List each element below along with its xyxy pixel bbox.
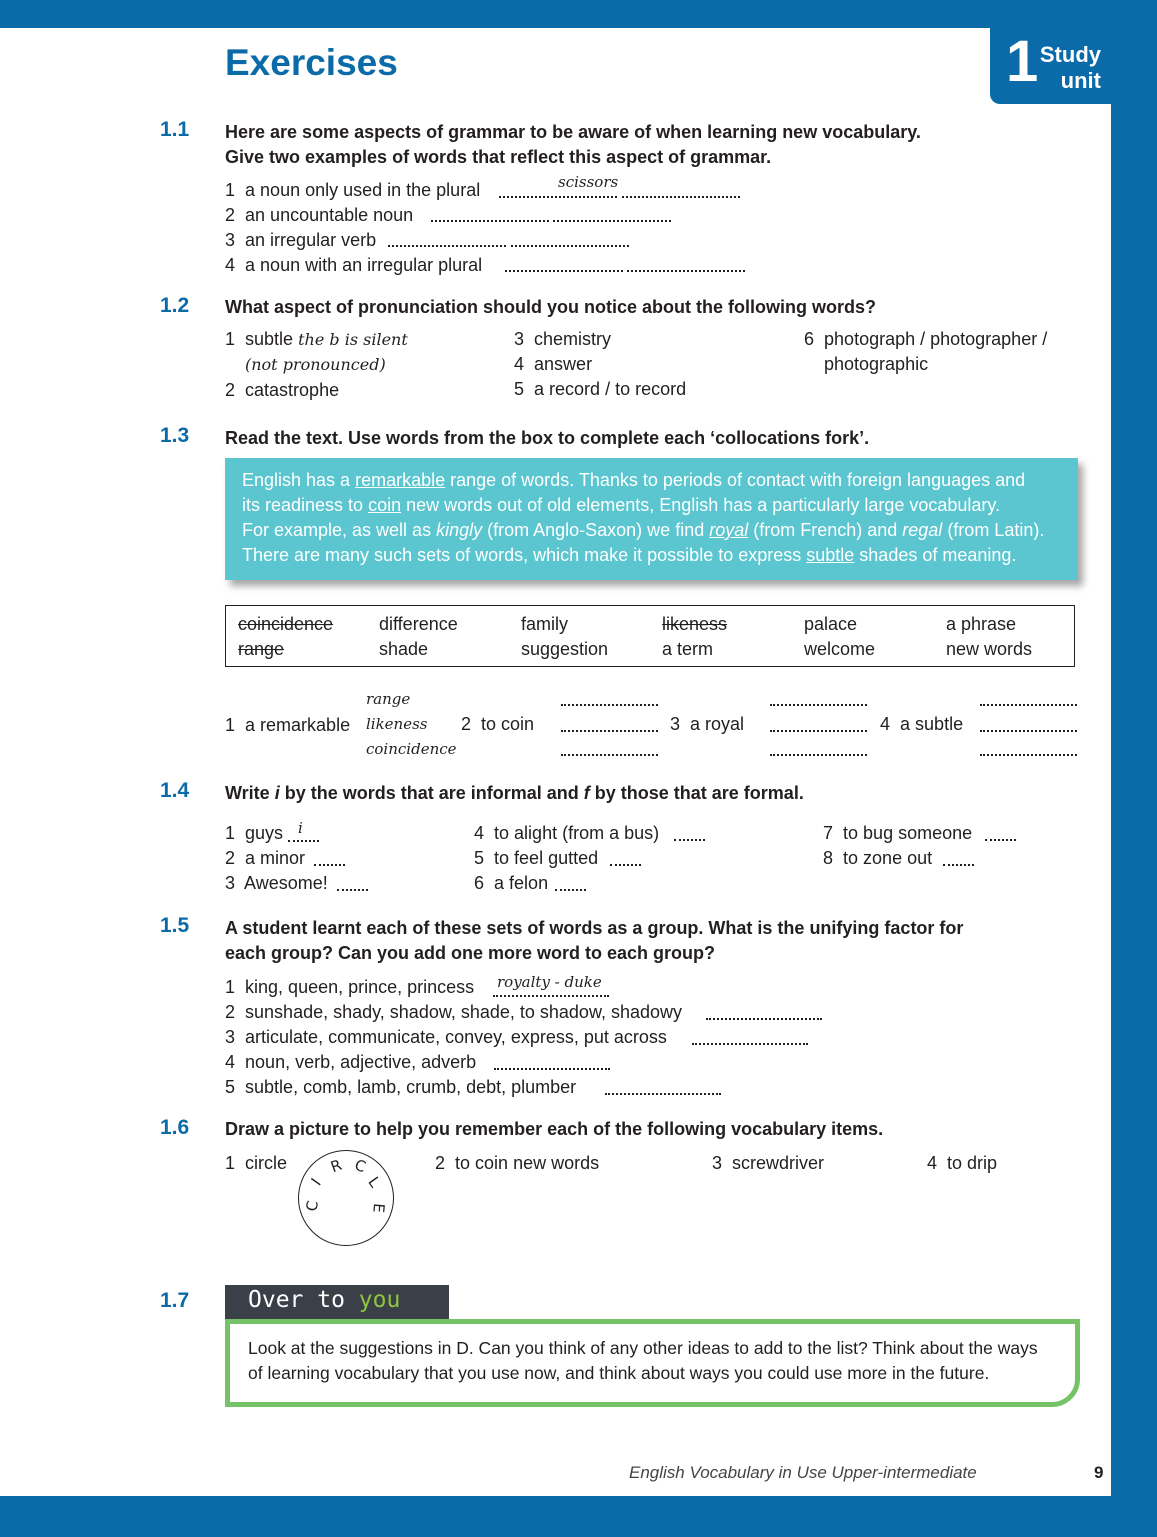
handwritten-answer: range (366, 690, 411, 708)
exercise-item: 3 chemistry (514, 329, 612, 349)
answer-blank[interactable] (555, 889, 586, 891)
answer-blank[interactable] (770, 754, 867, 756)
answer-blank[interactable] (314, 864, 345, 866)
top-frame-bar (0, 0, 1157, 28)
answer-blank[interactable] (980, 704, 1077, 706)
exercise-item: 4 to alight (from a bus) (474, 823, 660, 843)
answer-blank[interactable] (511, 245, 629, 247)
answer-blank[interactable] (943, 864, 974, 866)
answer-blank[interactable] (692, 1043, 808, 1045)
bottom-frame-bar (0, 1496, 1157, 1537)
answer-blank[interactable] (770, 730, 867, 732)
right-frame-bar (1111, 0, 1157, 1537)
exercise-item: 4 to drip (927, 1153, 998, 1173)
handwritten-answer: likeness (366, 715, 428, 733)
exercise-item: 1 subtle the b is silent (225, 329, 408, 349)
exercise-item: 2 a minor (225, 848, 306, 868)
answer-blank[interactable] (605, 1093, 721, 1095)
fork-item: 2 to coin (461, 714, 535, 734)
box-word: welcome (804, 639, 876, 659)
exercise-item: 2 to coin new words (435, 1153, 600, 1173)
exercise-item: 7 to bug someone (823, 823, 973, 843)
question-1-5 (225, 916, 1055, 966)
exercise-item: 8 to zone out (823, 848, 933, 868)
section-number-1-5: 1.5 (160, 914, 190, 937)
exercise-item: 1 a noun only used in the plural (225, 180, 481, 200)
answer-blank[interactable] (388, 245, 506, 247)
book-title-footer: English Vocabulary in Use Upper-intermediate (629, 1463, 977, 1482)
question-1-5-line1: A student learnt each of these sets of words as a group. What is the unifying factor for (225, 918, 964, 938)
answer-blank[interactable] (553, 220, 671, 222)
exercise-item: 5 a record / to record (514, 379, 687, 399)
over-to-you-text: of learning vocabulary that you use now, and think about ways you could use more in the future. (248, 1363, 990, 1383)
over-to-you-text: Look at the suggestions in D. Can you think of any other ideas to add to the list? Think about the ways (248, 1338, 1038, 1358)
section-number-1-1: 1.1 (160, 118, 190, 141)
answer-blank[interactable] (610, 864, 641, 866)
answer-blank[interactable] (561, 730, 658, 732)
fork-item: 3 a royal (670, 714, 745, 734)
question-1-6: Draw a picture to help you remember each of the following vocabulary items. (225, 1119, 884, 1139)
box-word: suggestion (521, 639, 609, 659)
answer-blank[interactable] (288, 840, 319, 842)
answer-blank[interactable] (985, 839, 1016, 841)
page-title: Exercises (225, 42, 398, 83)
box-word: difference (379, 614, 458, 634)
question-1-5-line2: each group? Can you add one more word to each group? (225, 943, 716, 963)
exercise-item: 1 king, queen, prince, princess (225, 977, 475, 997)
handwritten-answer-cont: (not pronounced) (245, 355, 386, 374)
answer-blank[interactable] (499, 196, 617, 198)
fork-item: 4 a subtle (880, 714, 964, 734)
box-word: new words (946, 639, 1033, 659)
exercise-item: 3 Awesome! (225, 873, 328, 893)
answer-blank[interactable] (561, 704, 658, 706)
exercise-item: 5 to feel gutted (474, 848, 599, 868)
answer-blank[interactable] (561, 754, 658, 756)
box-word: a phrase (946, 614, 1017, 634)
unit-label-line2: unit (1060, 68, 1101, 93)
answer-blank[interactable] (493, 995, 609, 997)
exercise-item: 6 photograph / photographer / (804, 329, 1048, 349)
box-word: coincidence (238, 614, 334, 634)
exercise-item: 1 guys (225, 823, 284, 843)
over-to-you-box (225, 1319, 1080, 1407)
box-word: range (238, 639, 285, 659)
exercise-item: 4 noun, verb, adjective, adverb (225, 1052, 477, 1072)
box-word: a term (662, 639, 714, 659)
answer-blank[interactable] (674, 839, 705, 841)
circle-drawing: C I R C L E (298, 1150, 394, 1246)
exercise-item: 3 an irregular verb (225, 230, 377, 250)
answer-blank[interactable] (980, 754, 1077, 756)
exercise-item: 3 articulate, communicate, convey, express, put across (225, 1027, 667, 1047)
exercise-item: 4 a noun with an irregular plural (225, 255, 483, 275)
answer-blank[interactable] (494, 1068, 610, 1070)
answer-blank[interactable] (505, 270, 623, 272)
box-word: likeness (662, 614, 728, 634)
exercise-item: 6 a felon (474, 873, 549, 893)
unit-number: 1 (1006, 29, 1039, 94)
answer-blank[interactable] (431, 220, 549, 222)
exercise-item: 2 catastrophe (225, 380, 340, 400)
section-number-1-3: 1.3 (160, 424, 190, 447)
exercise-item: 5 subtle, comb, lamb, crumb, debt, plumber (225, 1077, 577, 1097)
section-number-1-7: 1.7 (160, 1289, 190, 1312)
unit-label (1040, 42, 1101, 94)
page-number: 9 (1094, 1463, 1104, 1482)
text-line: its readiness to coin new words out of old elements, English has a particularly large vocabulary. (242, 495, 1001, 515)
answer-blank[interactable] (622, 196, 740, 198)
over-to-you-tab (225, 1285, 449, 1319)
text-line: There are many such sets of words, which make it possible to express subtle shades of meaning. (242, 545, 1017, 565)
exercise-item: 1 circle (225, 1153, 288, 1173)
section-number-1-4: 1.4 (160, 779, 190, 802)
question-1-1-line2: Give two examples of words that reflect this aspect of grammar. (225, 147, 772, 167)
exercise-item: 3 screwdriver (712, 1153, 825, 1173)
exercise-item-cont: photographic (824, 354, 929, 374)
handwritten-answer: royalty - duke (497, 973, 602, 991)
unit-label-line1: Study (1039, 42, 1101, 67)
answer-blank[interactable] (706, 1018, 822, 1020)
fork-item: 1 a remarkable (225, 715, 351, 735)
handwritten-answer: coincidence (366, 740, 457, 758)
question-1-2: What aspect of pronunciation should you notice about the following words? (225, 297, 876, 317)
question-1-3: Read the text. Use words from the box to complete each ‘collocations fork’. (225, 428, 870, 448)
section-number-1-2: 1.2 (160, 294, 190, 317)
question-1-1-line1: Here are some aspects of grammar to be aware of when learning new vocabulary. (225, 122, 921, 142)
answer-blank[interactable] (627, 270, 745, 272)
answer-blank[interactable] (980, 730, 1077, 732)
handwritten-answer: scissors (558, 173, 619, 191)
text-line: English has a remarkable range of words. Thanks to periods of contact with foreign languages and (242, 470, 1026, 490)
box-word: family (521, 614, 569, 634)
over-to-you-label: Over to you (248, 1287, 401, 1313)
answer-blank[interactable] (770, 704, 867, 706)
exercise-item: 2 an uncountable noun (225, 205, 414, 225)
exercise-item: 2 sunshade, shady, shadow, shade, to shadow, shadowy (225, 1002, 682, 1022)
section-number-1-6: 1.6 (160, 1116, 190, 1139)
answer-blank[interactable] (337, 889, 368, 891)
box-word: shade (379, 639, 429, 659)
handwritten-answer: i (298, 819, 303, 837)
box-word: palace (804, 614, 858, 634)
handwritten-answer: the b is silent (298, 330, 408, 349)
reading-text-box (225, 458, 1078, 580)
word-box (225, 605, 1075, 667)
text-line: For example, as well as kingly (from Anglo-Saxon) we find royal (from French) and regal (from Latin). (242, 520, 1045, 540)
study-unit-tab (990, 22, 1111, 104)
question-1-1 (225, 120, 1055, 170)
exercise-item: 4 answer (514, 354, 593, 374)
question-1-4: Write i by the words that are informal and f by those that are formal. (225, 783, 804, 803)
